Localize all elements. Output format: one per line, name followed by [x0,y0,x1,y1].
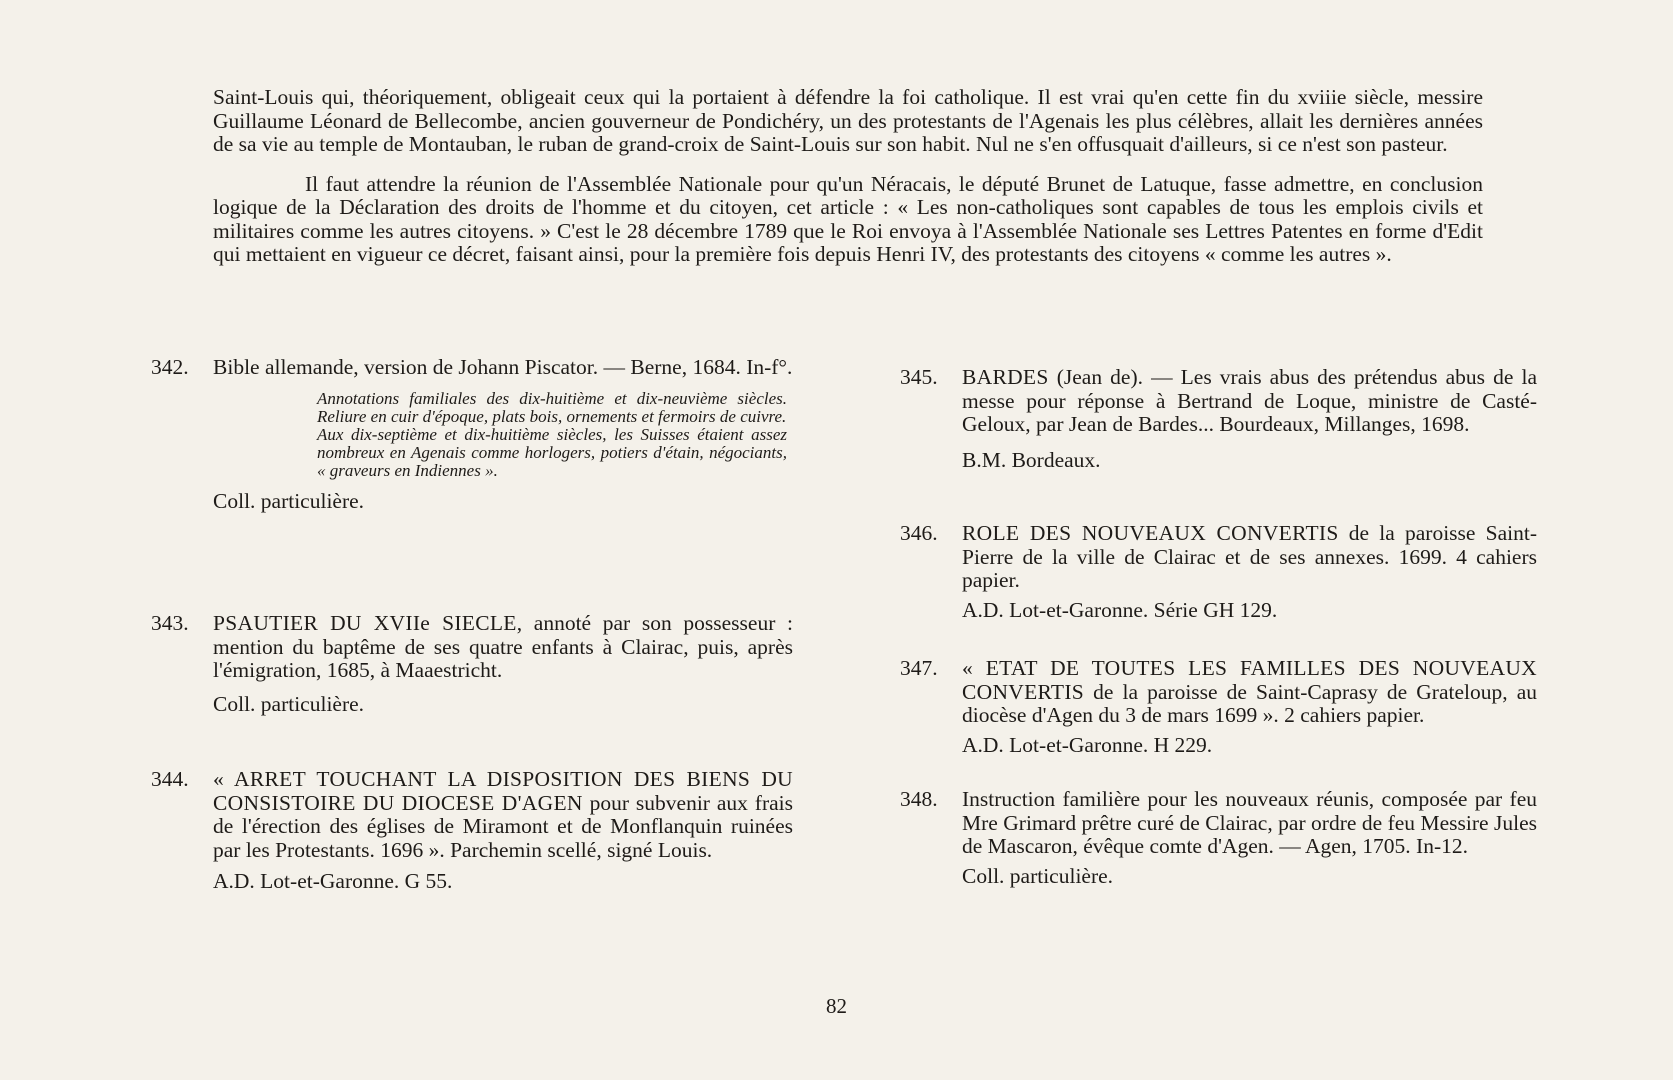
entry-description: (Jean de). — Les vrais abus des prétendus abus de la messe pour réponse à Bertrand de Loque, ministre de Casté-Geloux, par Jean de Bardes... Bourdeaux, Millanges, 1698. [962,365,1537,436]
entry-number: 342. [151,355,189,379]
entry-source: A.D. Lot-et-Garonne. G 55. [213,869,453,893]
entry-number: 344. [151,767,189,791]
entry-343 [151,611,793,716]
entry-description: de la paroisse Saint-Pierre de la ville de Clairac et de ses annexes. 1699. 4 cahiers papier. [962,521,1537,592]
entry-title: PSAUTIER DU XVIIe SIECLE [213,611,517,635]
entry-345 [900,365,1537,472]
entry-title: ROLE DES NOUVEAUX CONVERTIS [962,521,1339,545]
entry-title: « ARRET TOUCHANT LA DISPOSITION DES BIENS DU CONSISTOIRE DU DIOCESE D'AGEN [213,767,793,815]
intro-paragraph-2: Il faut attendre la réunion de l'Assemblée Nationale pour qu'un Néracais, le député Brunet de Latuque, fasse admettre, en conclusion logique de la Déclaration des droits de l'homme et du citoyen, cet article : « Les non-catholiques sont capables de tous les emplois civils et militaires comme les autres citoyens. » C'est le 28 décembre 1789 que le Roi envoya à l'Assemblée Nationale ses Lettres Patentes en forme d'Edit qui mettaient en vigueur ce décret, faisant ainsi, pour la première fois depuis Henri IV, des protestants des citoyens « comme les autres ». [213,171,1483,266]
entry-number: 343. [151,611,189,635]
entry-348 [900,787,1537,888]
entry-number: 347. [900,656,938,680]
entry-title: « ETAT DE TOUTES LES FAMILLES DES NOUVEAUX CONVERTIS [962,656,1537,704]
entry-344 [151,767,794,894]
page-number: 82 [826,994,847,1018]
entry-description: de la paroisse de Saint-Caprasy de Grateloup, au diocèse d'Agen du 3 de mars 1699 ». 2 cahiers papier. [962,679,1537,727]
entry-description: Bible allemande, version de Johann Piscator. — Berne, 1684. In-f°. [213,355,793,379]
entry-description: pour subvenir aux frais de l'érection des églises de Miramont et de Monflanquin ruinées par les Protestants. 1696 ». Parchemin scellé, signé Louis. [213,790,794,862]
entry-description: , annoté par son possesseur : mention du baptême de ses quatre enfants à Clairac, puis, après l'émigration, 1685, à Maaestricht. [213,611,793,682]
entry-source: Coll. particulière. [962,863,1114,888]
intro-text [213,86,1483,267]
entry-342 [151,355,793,513]
entry-347 [900,656,1537,757]
intro-paragraph-1: Saint-Louis qui, théoriquement, obligeait ceux qui la portaient à défendre la foi catholique. Il est vrai qu'en cette fin du xviiie siècle, messire Guillaume Léonard de Bellecombe, ancien gouverneur de Pondichéry, un des protestants de l'Agenais les plus célèbres, allait les dernières années de sa vie au temple de Montauban, le ruban de grand-croix de Saint-Louis sur son habit. Nul ne s'en offusquait d'ailleurs, si ce n'est son pasteur. [213,85,1483,156]
entry-title: BARDES [962,365,1049,389]
entry-source: Coll. particulière. [213,488,365,513]
entry-number: 348. [900,787,938,811]
entry-note: Aux dix-septième et dix-huitième siècles, les Suisses étaient assez nombreux en Agenais comme horlogers, potiers d'étain, négociants, « graveurs en Indiennes ». [317,424,787,480]
entry-source: A.D. Lot-et-Garonne. Série GH 129. [962,597,1278,622]
entry-note: Annotations familiales des dix-huitième et dix-neuvième siècles. Reliure en cuir d'époque, plats bois, ornements et fermoirs de cuivre. [317,388,787,426]
entry-description: Instruction familière pour les nouveaux réunis, composée par feu Mre Grimard prêtre curé de Clairac, par ordre de feu Messire Jules de Mascaron, évêque comte d'Agen. — Agen, 1705. In-12. [962,787,1537,858]
entry-source: A.D. Lot-et-Garonne. H 229. [962,732,1213,757]
entry-source: Coll. particulière. [213,691,365,716]
entry-number: 345. [900,365,938,389]
entry-number: 346. [900,521,938,545]
entry-source: B.M. Bordeaux. [962,447,1101,472]
entry-346 [900,521,1537,622]
entry-notes [317,390,787,480]
